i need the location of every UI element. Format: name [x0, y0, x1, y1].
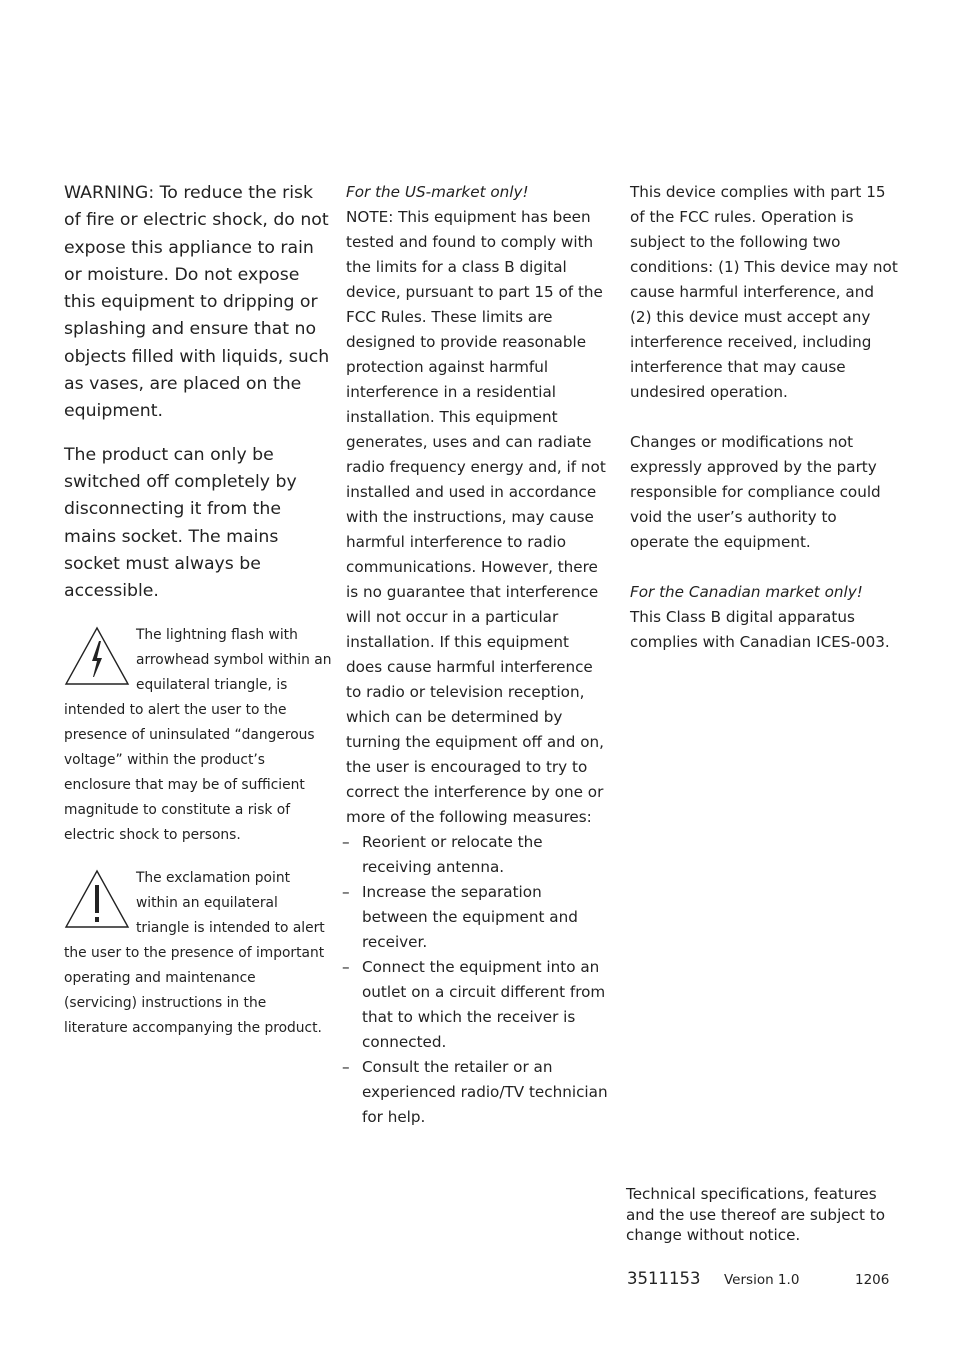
lightning-triangle-icon — [64, 625, 130, 687]
changes-text: Changes or modifications not expressly approved by the party responsible for compliance could void the user’s authority to operate the equipment. — [630, 433, 881, 551]
warning-column — [64, 180, 332, 1041]
warning-text: To reduce the risk of fire or electric shock, do not expose this appliance to rain or moisture. Do not expose this equipment to dripping or splashing and ensure that no objects filled with liquids, such as vases, are placed on the equipment. — [64, 183, 330, 422]
fcc-compliance-text: This device complies with part 15 of the FCC rules. Operation is subject to the following two conditions: (1) This device may not cause harmful interference, and (2) this device must accept any interference received, including interference that may cause undesired operation. — [630, 183, 898, 401]
us-market-heading: For the US-market only! — [346, 183, 529, 201]
part-number: 3511153 — [627, 1268, 701, 1288]
date-code: 1206 — [855, 1271, 890, 1288]
version-label: Version 1.0 — [724, 1271, 800, 1288]
canada-heading: For the Canadian market only! — [630, 583, 863, 601]
footer — [626, 1184, 896, 1288]
warning-paragraph — [64, 180, 332, 426]
fcc-note: NOTE: This equipment has been tested and found to comply with the limits for a class B digital device, pursuant to part 15 of the FCC Rules. These limits are designed to provide reasonable protection against harmful interference in a residential installation. This equipment generates, uses and can radiate radio frequency energy and, if not installed and used in accordance with the instructions, may cause harmful interference to radio communications. However, there is no guarantee that interference will not occur in a particular installation. If this equipment does cause harmful interference to radio or television reception, which can be determined by turning the equipment off and on, the user is encouraged to try to correct the interference by one or more of the following measures: — [346, 208, 606, 826]
exclamation-triangle-icon — [64, 868, 130, 930]
document-meta — [626, 1266, 896, 1288]
warning-label: WARNING: — [64, 183, 155, 203]
list-item: – Connect the equipment into an outlet on a circuit different from that to which the receiver is connected. — [346, 955, 608, 1055]
us-market-column — [346, 180, 608, 1130]
list-item: – Consult the retailer or an experienced radio/TV technician for help. — [346, 1055, 608, 1130]
mains-paragraph: The product can only be switched off completely by disconnecting it from the mains socket. The mains socket must always be accessible. — [64, 444, 297, 602]
spec-notice: Technical specifications, features and the use thereof are subject to change without notice. — [626, 1185, 886, 1244]
exclamation-notice-text: The exclamation point within an equilateral triangle is intended to alert the user to the presence of important operating and maintenance (servicing) instructions in the literature accompanying the product. — [64, 870, 325, 1037]
canada-text: This Class B digital apparatus complies with Canadian ICES-003. — [630, 608, 890, 651]
list-item: – Reorient or relocate the receiving antenna. — [346, 830, 608, 880]
exclamation-notice — [64, 866, 332, 1041]
lightning-notice — [64, 623, 332, 848]
lightning-notice-text: The lightning flash with arrowhead symbol within an equilateral triangle, is intended to alert the user to the presence of uninsulated “dangerous voltage” within the product’s enclosure that may be of sufficient magnitude to constitute a risk of electric shock to persons. — [64, 627, 332, 844]
measures-list — [346, 830, 608, 1130]
compliance-column — [630, 180, 898, 655]
list-item: – Increase the separation between the equipment and receiver. — [346, 880, 608, 955]
